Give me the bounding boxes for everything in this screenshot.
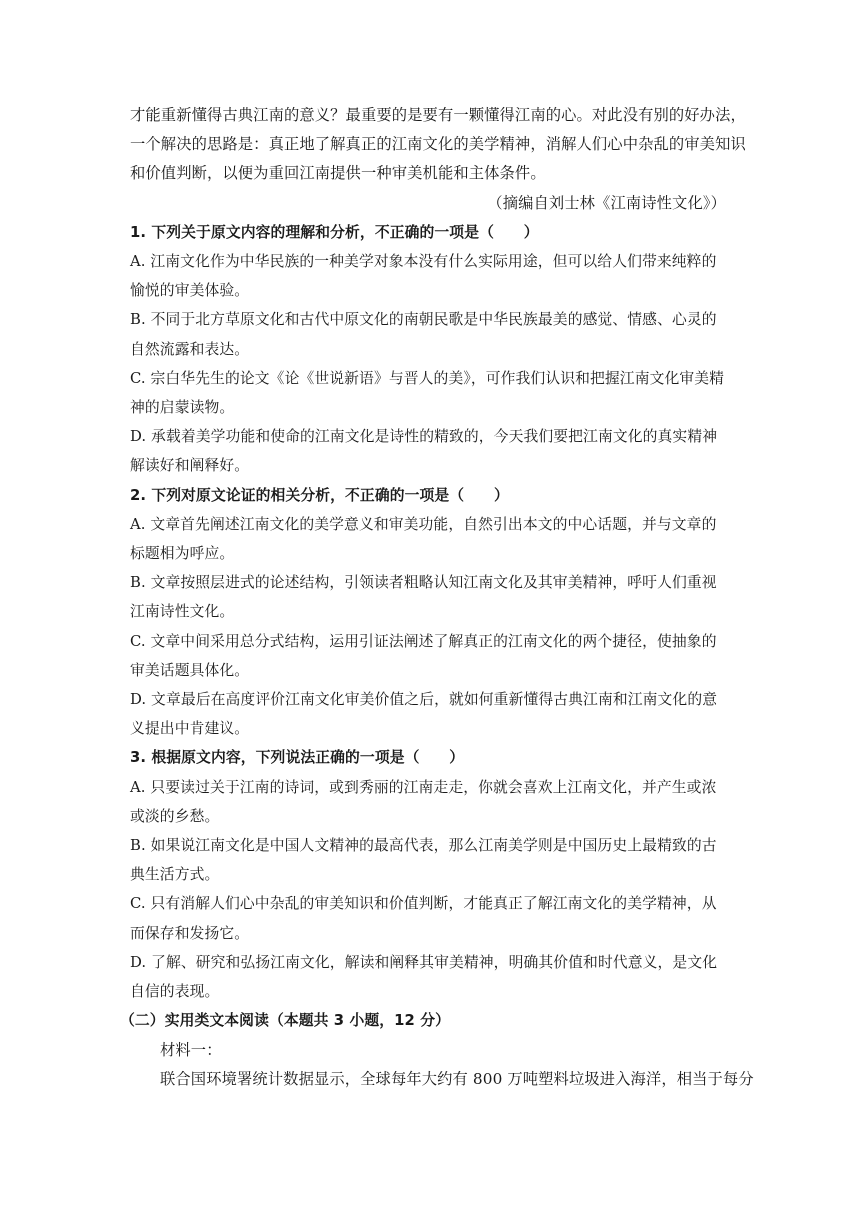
q1-option-a-cont: 愉悦的审美体验。: [130, 282, 250, 300]
q3-option-b: B. 如果说江南文化是中国人文精神的最高代表，那么江南美学则是中国历史上最精致的古: [130, 837, 717, 855]
q3-option-d: D. 了解、研究和弘扬江南文化，解读和阐释其审美精神，明确其价值和时代意义，是文化: [130, 953, 718, 971]
q2-option-c-cont: 审美话题具体化。: [130, 661, 250, 679]
source-citation: （摘编自刘士林《江南诗性文化》）: [487, 193, 726, 212]
q3-option-d-cont: 自信的表现。: [130, 983, 220, 1001]
passage-line: 一个解决的思路是：真正地了解真正的江南文化的美学精神，消解人们心中杂乱的审美知识: [130, 135, 746, 154]
q3-option-a: A. 只要读过关于江南的诗词，或到秀丽的江南走走，你就会喜欢上江南文化，并产生或浓: [130, 778, 717, 796]
q1-option-c-cont: 神的启蒙读物。: [130, 399, 235, 417]
q3-option-c: C. 只有消解人们心中杂乱的审美知识和价值判断，才能真正了解江南文化的美学精神，从: [130, 895, 717, 913]
q1-option-d-cont: 解读好和阐释好。: [130, 457, 250, 475]
material-first-line: 联合国环境署统计数据显示，全球每年大约有 800 万吨塑料垃圾进入海洋，相当于每分: [160, 1069, 754, 1088]
passage-line: 和价值判断，以便为重回江南提供一种审美机能和主体条件。: [130, 164, 546, 183]
q1-option-d: D. 承载着美学功能和使命的江南文化是诗性的精致的，今天我们要把江南文化的真实精神: [130, 428, 718, 446]
q2-option-d-cont: 义提出中肯建议。: [130, 720, 250, 738]
q3-option-a-cont: 或淡的乡愁。: [130, 807, 220, 825]
q2-option-d: D. 文章最后在高度评价江南文化审美价值之后，就如何重新懂得古典江南和江南文化的意: [130, 691, 718, 709]
question-3-stem: 3. 根据原文内容，下列说法正确的一项是（ ）: [130, 749, 465, 767]
q1-option-b-cont: 自然流露和表达。: [130, 340, 250, 358]
q1-option-b: B. 不同于北方草原文化和古代中原文化的南朝民歌是中华民族最美的感觉、情感、心灵的: [130, 311, 717, 329]
q1-option-c: C. 宗白华先生的论文《论《世说新语》与晋人的美》，可作我们认识和把握江南文化审美精: [130, 369, 725, 387]
q2-option-b-cont: 江南诗性文化。: [130, 603, 235, 621]
q2-option-a-cont: 标题相为呼应。: [130, 545, 235, 563]
question-1-stem: 1. 下列关于原文内容的理解和分析，不正确的一项是（ ）: [130, 223, 539, 241]
q1-option-a: A. 江南文化作为中华民族的一种美学对象本没有什么实际用途，但可以给人们带来纯粹的: [130, 253, 717, 271]
q3-option-b-cont: 典生活方式。: [130, 866, 220, 884]
q2-option-c: C. 文章中间采用总分式结构，运用引证法阐述了解真正的江南文化的两个捷径，使抽象的: [130, 632, 717, 650]
material-label: 材料一：: [160, 1040, 222, 1059]
question-2-stem: 2. 下列对原文论证的相关分析，不正确的一项是（ ）: [130, 486, 509, 504]
passage-line: 才能重新懂得古典江南的意义？最重要的是要有一颗懂得江南的心。对此没有别的好办法，: [130, 106, 746, 124]
section-heading: （二）实用类文本阅读（本题共 3 小题，12 分）: [120, 1012, 450, 1030]
q2-option-a: A. 文章首先阐述江南文化的美学意义和审美功能，自然引出本文的中心话题，并与文章的: [130, 515, 717, 533]
q2-option-b: B. 文章按照层进式的论述结构，引领读者粗略认知江南文化及其审美精神，呼吁人们重视: [130, 574, 717, 592]
q3-option-c-cont: 而保存和发扬它。: [130, 924, 250, 942]
page-content: [120, 101, 754, 1094]
